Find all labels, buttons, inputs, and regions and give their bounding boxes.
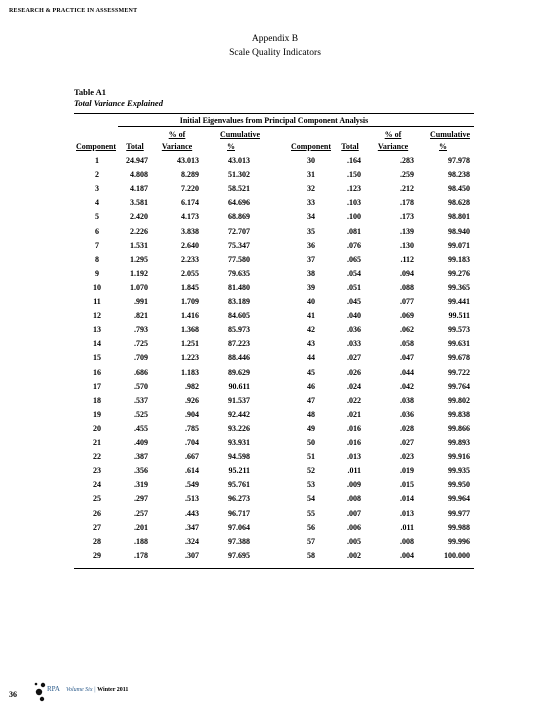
cell-total-right: .103 xyxy=(347,198,361,208)
cell-total-right: .150 xyxy=(347,170,361,180)
cell-total-left: .178 xyxy=(134,550,148,560)
cell-cumulative-left: 64.696 xyxy=(228,198,250,208)
cell-cumulative-left: 75.347 xyxy=(228,240,250,250)
cell-component-left: 13 xyxy=(93,325,101,335)
cell-pct-variance-left: .667 xyxy=(185,452,199,462)
cell-pct-variance-right: .011 xyxy=(400,522,414,532)
cell-total-right: .100 xyxy=(347,212,361,222)
cell-total-right: .006 xyxy=(347,522,361,532)
cell-component-right: 35 xyxy=(307,226,315,236)
cell-pct-variance-right: .077 xyxy=(400,297,414,306)
cell-cumulative-left: 95.761 xyxy=(228,480,250,490)
cell-total-left: .725 xyxy=(134,339,148,349)
cell-cumulative-right: 99.365 xyxy=(448,282,470,292)
cell-total-left: 3.581 xyxy=(130,198,148,208)
cell-cumulative-right: 99.441 xyxy=(448,297,470,306)
cell-cumulative-right: 98.450 xyxy=(448,184,470,194)
cell-cumulative-right: 97.978 xyxy=(448,156,470,165)
cell-cumulative-left: 81.480 xyxy=(228,282,250,292)
cell-cumulative-right: 100.000 xyxy=(444,550,470,560)
cell-cumulative-left: 97.695 xyxy=(228,550,250,560)
header-pct-line2-right: Variance xyxy=(377,142,409,151)
appendix-subtitle: Scale Quality Indicators xyxy=(229,48,321,58)
cell-component-right: 54 xyxy=(307,494,315,504)
cell-total-left: .201 xyxy=(134,522,148,532)
cell-pct-variance-left: 7.220 xyxy=(181,184,199,194)
cell-total-left: 24.947 xyxy=(126,156,148,165)
cell-pct-variance-right: .130 xyxy=(400,240,414,250)
cell-pct-variance-left: .614 xyxy=(185,466,199,476)
cell-cumulative-right: 99.764 xyxy=(448,381,470,391)
cell-total-left: .991 xyxy=(134,297,148,306)
cell-component-left: 17 xyxy=(93,381,101,391)
cell-cumulative-right: 99.964 xyxy=(448,494,470,504)
cell-cumulative-left: 95.211 xyxy=(228,466,250,476)
cell-pct-variance-right: .023 xyxy=(400,452,414,462)
cell-pct-variance-left: 43.013 xyxy=(177,156,199,165)
cell-component-right: 56 xyxy=(307,522,315,532)
cell-total-right: .164 xyxy=(347,156,361,165)
logo-dot-bottom xyxy=(40,697,44,701)
cell-cumulative-left: 94.598 xyxy=(228,452,250,462)
cell-component-right: 38 xyxy=(307,268,315,278)
cell-component-left: 12 xyxy=(93,311,101,321)
cell-component-left: 24 xyxy=(93,480,101,490)
cell-pct-variance-right: .042 xyxy=(400,381,414,391)
cell-total-left: .356 xyxy=(134,466,148,476)
cell-pct-variance-right: .139 xyxy=(400,226,414,236)
cell-pct-variance-left: .904 xyxy=(185,409,199,419)
cell-total-right: .036 xyxy=(347,325,361,335)
cell-component-left: 15 xyxy=(93,353,101,363)
cell-component-left: 2 xyxy=(95,170,99,180)
cell-total-left: 1.192 xyxy=(130,268,148,278)
cell-pct-variance-right: .058 xyxy=(400,339,414,349)
table-super-header: Initial Eigenvalues from Principal Component Analysis xyxy=(179,116,369,125)
cell-cumulative-left: 58.521 xyxy=(228,184,250,194)
cell-cumulative-right: 99.950 xyxy=(448,480,470,490)
cell-pct-variance-right: .047 xyxy=(400,353,414,363)
cell-cumulative-left: 91.537 xyxy=(228,395,250,405)
cell-total-left: .319 xyxy=(134,480,148,490)
cell-pct-variance-left: .785 xyxy=(185,423,199,433)
cell-cumulative-left: 92.442 xyxy=(228,409,250,419)
cell-total-right: .026 xyxy=(347,367,361,377)
cell-pct-variance-left: 1.416 xyxy=(181,311,199,321)
cell-pct-variance-right: .028 xyxy=(400,423,414,433)
cell-cumulative-left: 88.446 xyxy=(228,353,250,363)
header-pct-line2-left: Variance xyxy=(161,142,193,151)
cell-cumulative-left: 96.717 xyxy=(228,508,250,518)
cell-component-left: 3 xyxy=(95,184,99,194)
table-number: Table A1 xyxy=(74,87,107,97)
cell-total-right: .008 xyxy=(347,494,361,504)
cell-cumulative-right: 99.916 xyxy=(448,452,470,462)
cell-total-right: .002 xyxy=(347,550,361,560)
cell-component-left: 28 xyxy=(93,536,101,546)
cell-cumulative-right: 99.183 xyxy=(448,254,470,264)
cell-pct-variance-left: .307 xyxy=(185,550,199,560)
cell-component-left: 27 xyxy=(93,522,101,532)
cell-pct-variance-right: .008 xyxy=(400,536,414,546)
cell-component-left: 10 xyxy=(93,282,101,292)
cell-cumulative-left: 97.064 xyxy=(228,522,250,532)
cell-pct-variance-left: .549 xyxy=(185,480,199,490)
cell-pct-variance-left: 6.174 xyxy=(181,198,199,208)
cell-total-left: .821 xyxy=(134,311,148,321)
cell-component-left: 1 xyxy=(95,156,99,165)
journal-issue-suffix: Winter 2011 xyxy=(97,687,129,693)
cell-pct-variance-right: .088 xyxy=(400,282,414,292)
cell-component-left: 4 xyxy=(95,198,99,208)
header-pct-line1-left: % of xyxy=(168,130,186,139)
cell-total-right: .051 xyxy=(347,282,361,292)
cell-pct-variance-left: 4.173 xyxy=(181,212,199,222)
cell-pct-variance-left: 1.223 xyxy=(181,353,199,363)
cell-cumulative-left: 90.611 xyxy=(228,381,250,391)
cell-total-left: .455 xyxy=(134,423,148,433)
cell-component-left: 29 xyxy=(93,550,101,560)
cell-pct-variance-right: .283 xyxy=(400,156,414,165)
cell-cumulative-left: 77.580 xyxy=(228,254,250,264)
cell-pct-variance-right: .027 xyxy=(400,438,414,447)
table-caption: Total Variance Explained xyxy=(74,98,163,108)
cell-total-left: .188 xyxy=(134,536,148,546)
cell-cumulative-right: 99.276 xyxy=(448,268,470,278)
cell-cumulative-left: 84.605 xyxy=(228,311,250,321)
cell-total-left: .525 xyxy=(134,409,148,419)
cell-total-right: .022 xyxy=(347,395,361,405)
cell-total-right: .065 xyxy=(347,254,361,264)
header-cum-line1-left: Cumulative xyxy=(220,130,260,139)
cell-cumulative-right: 98.801 xyxy=(448,212,470,222)
cell-total-right: .005 xyxy=(347,536,361,546)
cell-cumulative-left: 43.013 xyxy=(228,156,250,165)
cell-component-right: 43 xyxy=(307,339,315,349)
cell-pct-variance-left: 2.640 xyxy=(181,240,199,250)
cell-component-right: 44 xyxy=(307,353,315,363)
cell-cumulative-right: 99.838 xyxy=(448,409,470,419)
cell-component-left: 26 xyxy=(93,508,101,518)
cell-pct-variance-right: .036 xyxy=(400,409,414,419)
cell-total-right: .045 xyxy=(347,297,361,306)
appendix-title: Appendix B xyxy=(251,34,299,44)
cell-component-right: 45 xyxy=(307,367,315,377)
cell-component-right: 42 xyxy=(307,325,315,335)
table-top-rule xyxy=(74,113,474,114)
cell-component-left: 14 xyxy=(93,339,101,349)
cell-component-left: 11 xyxy=(93,297,101,306)
cell-component-left: 18 xyxy=(93,395,101,405)
cell-component-left: 6 xyxy=(95,226,99,236)
cell-component-left: 20 xyxy=(93,423,101,433)
cell-pct-variance-right: .013 xyxy=(400,508,414,518)
cell-cumulative-left: 93.226 xyxy=(228,423,250,433)
cell-total-right: .033 xyxy=(347,339,361,349)
cell-pct-variance-right: .038 xyxy=(400,395,414,405)
page-number: 36 xyxy=(9,690,17,699)
cell-cumulative-right: 99.573 xyxy=(448,325,470,335)
cell-total-left: .387 xyxy=(134,452,148,462)
cell-pct-variance-left: .926 xyxy=(185,395,199,405)
cell-component-left: 21 xyxy=(93,438,101,447)
cell-cumulative-right: 98.238 xyxy=(448,170,470,180)
cell-component-right: 50 xyxy=(307,438,315,447)
cell-pct-variance-right: .019 xyxy=(400,466,414,476)
cell-cumulative-right: 99.977 xyxy=(448,508,470,518)
cell-pct-variance-left: 1.368 xyxy=(181,325,199,335)
cell-total-left: 1.070 xyxy=(130,282,148,292)
cell-cumulative-left: 51.302 xyxy=(228,170,250,180)
cell-total-left: .570 xyxy=(134,381,148,391)
cell-total-left: .793 xyxy=(134,325,148,335)
cell-total-right: .024 xyxy=(347,381,361,391)
cell-component-right: 49 xyxy=(307,423,315,433)
cell-pct-variance-right: .044 xyxy=(400,367,414,377)
cell-cumulative-left: 72.707 xyxy=(228,226,250,236)
cell-component-left: 5 xyxy=(95,212,99,222)
cell-component-right: 32 xyxy=(307,184,315,194)
cell-pct-variance-right: .004 xyxy=(400,550,414,560)
cell-component-right: 34 xyxy=(307,212,315,222)
cell-pct-variance-right: .259 xyxy=(400,170,414,180)
table-bottom-rule xyxy=(74,568,474,569)
cell-total-right: .123 xyxy=(347,184,361,194)
cell-cumulative-left: 87.223 xyxy=(228,339,250,349)
cell-pct-variance-right: .112 xyxy=(400,254,414,264)
cell-component-right: 39 xyxy=(307,282,315,292)
cell-component-left: 7 xyxy=(95,240,99,250)
cell-pct-variance-left: .324 xyxy=(185,536,199,546)
cell-cumulative-left: 93.931 xyxy=(228,438,250,447)
cell-component-right: 36 xyxy=(307,240,315,250)
cell-total-left: .297 xyxy=(134,494,148,504)
cell-total-left: .686 xyxy=(134,367,148,377)
cell-cumulative-right: 99.511 xyxy=(448,311,470,321)
cell-cumulative-right: 99.631 xyxy=(448,339,470,349)
cell-component-left: 8 xyxy=(95,254,99,264)
logo-dot-small xyxy=(35,683,38,686)
cell-cumulative-right: 99.996 xyxy=(448,536,470,546)
cell-total-left: 1.531 xyxy=(130,240,148,250)
journal-issue-prefix: Volume Six | xyxy=(66,687,96,693)
logo-dot-large xyxy=(36,689,42,695)
logo-dot-top xyxy=(41,683,45,687)
cell-component-right: 47 xyxy=(307,395,315,405)
cell-component-right: 41 xyxy=(307,311,315,321)
cell-pct-variance-left: 1.709 xyxy=(181,297,199,306)
cell-pct-variance-right: .069 xyxy=(400,311,414,321)
cell-cumulative-right: 98.628 xyxy=(448,198,470,208)
cell-component-right: 37 xyxy=(307,254,315,264)
cell-total-right: .021 xyxy=(347,409,361,419)
cell-pct-variance-right: .094 xyxy=(400,268,414,278)
header-cum-line2-left: % xyxy=(227,142,235,151)
cell-cumulative-right: 99.722 xyxy=(448,367,470,377)
cell-total-left: 2.420 xyxy=(130,212,148,222)
cell-pct-variance-right: .178 xyxy=(400,198,414,208)
cell-pct-variance-right: .062 xyxy=(400,325,414,335)
cell-component-right: 52 xyxy=(307,466,315,476)
cell-pct-variance-right: .014 xyxy=(400,494,414,504)
cell-total-left: 2.226 xyxy=(130,226,148,236)
super-header-rule xyxy=(118,126,474,127)
cell-component-left: 25 xyxy=(93,494,101,504)
cell-total-left: .537 xyxy=(134,395,148,405)
cell-component-right: 31 xyxy=(307,170,315,180)
cell-cumulative-right: 98.940 xyxy=(448,226,470,236)
cell-total-right: .076 xyxy=(347,240,361,250)
cell-pct-variance-left: 1.183 xyxy=(181,367,199,377)
cell-cumulative-left: 85.973 xyxy=(228,325,250,335)
cell-pct-variance-left: 2.055 xyxy=(181,268,199,278)
cell-cumulative-right: 99.071 xyxy=(448,240,470,250)
cell-component-right: 30 xyxy=(307,156,315,165)
cell-pct-variance-left: .982 xyxy=(185,381,199,391)
cell-component-left: 19 xyxy=(93,409,101,419)
cell-pct-variance-right: .173 xyxy=(400,212,414,222)
cell-total-right: .081 xyxy=(347,226,361,236)
cell-total-left: 1.295 xyxy=(130,254,148,264)
cell-total-right: .011 xyxy=(347,466,361,476)
cell-component-right: 33 xyxy=(307,198,315,208)
cell-component-right: 40 xyxy=(307,297,315,306)
cell-cumulative-left: 89.629 xyxy=(228,367,250,377)
cell-total-left: 4.808 xyxy=(130,170,148,180)
cell-total-right: .016 xyxy=(347,423,361,433)
running-head: RESEARCH & PRACTICE IN ASSESSMENT xyxy=(9,8,138,14)
cell-total-right: .054 xyxy=(347,268,361,278)
cell-component-right: 57 xyxy=(307,536,315,546)
header-total-left: Total xyxy=(126,142,144,151)
cell-pct-variance-left: 1.251 xyxy=(181,339,199,349)
cell-component-right: 58 xyxy=(307,550,315,560)
cell-component-right: 53 xyxy=(307,480,315,490)
cell-cumulative-right: 99.988 xyxy=(448,522,470,532)
cell-component-right: 48 xyxy=(307,409,315,419)
cell-cumulative-left: 68.869 xyxy=(228,212,250,222)
cell-total-right: .040 xyxy=(347,311,361,321)
cell-pct-variance-left: .513 xyxy=(185,494,199,504)
cell-cumulative-right: 99.802 xyxy=(448,395,470,405)
cell-total-left: .709 xyxy=(134,353,148,363)
cell-component-left: 9 xyxy=(95,268,99,278)
cell-pct-variance-right: .015 xyxy=(400,480,414,490)
header-pct-line1-right: % of xyxy=(384,130,402,139)
cell-component-left: 22 xyxy=(93,452,101,462)
cell-cumulative-left: 96.273 xyxy=(228,494,250,504)
cell-cumulative-right: 99.866 xyxy=(448,423,470,433)
cell-component-right: 46 xyxy=(307,381,315,391)
cell-cumulative-left: 79.635 xyxy=(228,268,250,278)
cell-total-right: .016 xyxy=(347,438,361,447)
cell-total-right: .009 xyxy=(347,480,361,490)
cell-cumulative-left: 97.388 xyxy=(228,536,250,546)
cell-pct-variance-left: 3.838 xyxy=(181,226,199,236)
cell-pct-variance-left: 1.845 xyxy=(181,282,199,292)
journal-issue xyxy=(66,687,128,693)
cell-total-right: .013 xyxy=(347,452,361,462)
cell-pct-variance-right: .212 xyxy=(400,184,414,194)
logo-wordmark: RPA xyxy=(47,685,60,693)
cell-pct-variance-left: .704 xyxy=(185,438,199,447)
header-component-right: Component xyxy=(290,142,332,151)
cell-pct-variance-left: .347 xyxy=(185,522,199,532)
rpa-logo-icon xyxy=(33,680,63,704)
cell-component-left: 23 xyxy=(93,466,101,476)
cell-component-right: 51 xyxy=(307,452,315,462)
cell-cumulative-right: 99.678 xyxy=(448,353,470,363)
cell-component-left: 16 xyxy=(93,367,101,377)
header-cum-line2-right: % xyxy=(439,142,447,151)
cell-total-right: .007 xyxy=(347,508,361,518)
cell-total-right: .027 xyxy=(347,353,361,363)
cell-cumulative-right: 99.935 xyxy=(448,466,470,476)
cell-cumulative-right: 99.893 xyxy=(448,438,470,447)
header-cum-line1-right: Cumulative xyxy=(430,130,470,139)
header-total-right: Total xyxy=(341,142,359,151)
cell-component-right: 55 xyxy=(307,508,315,518)
cell-total-left: 4.187 xyxy=(130,184,148,194)
cell-total-left: .257 xyxy=(134,508,148,518)
cell-pct-variance-left: 2.233 xyxy=(181,254,199,264)
cell-total-left: .409 xyxy=(134,438,148,447)
header-component-left: Component xyxy=(75,142,117,151)
cell-pct-variance-left: .443 xyxy=(185,508,199,518)
cell-pct-variance-left: 8.289 xyxy=(181,170,199,180)
cell-cumulative-left: 83.189 xyxy=(228,297,250,306)
